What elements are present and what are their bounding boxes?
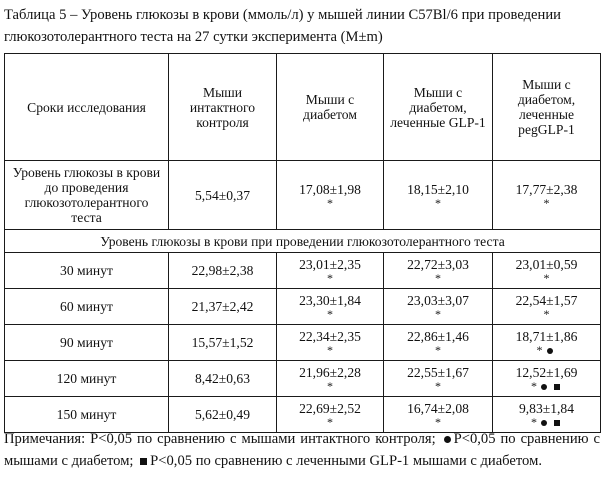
significance-mark: * bbox=[435, 271, 441, 285]
significance-mark: * bbox=[327, 307, 333, 321]
cell-value: 17,77±2,38 bbox=[515, 181, 578, 197]
cell-value: 12,52±1,69 bbox=[515, 365, 578, 380]
cell-value: 17,08±1,98 bbox=[299, 181, 361, 197]
cell-value: 22,72±3,03 bbox=[407, 257, 469, 272]
significance-mark: * bbox=[493, 416, 600, 428]
significance-mark: * bbox=[327, 195, 333, 210]
header-glp1: Мыши с диабетом, леченные GLP-1 bbox=[384, 54, 493, 161]
table-row bbox=[5, 289, 601, 325]
row-label: 30 минут bbox=[5, 253, 169, 289]
significance-mark: * bbox=[493, 380, 600, 392]
table-row bbox=[5, 161, 601, 230]
footnote-part-2: P<0,05 по сравнению с мышами с диабетом; bbox=[4, 431, 600, 469]
significance-mark: * bbox=[327, 415, 333, 429]
header-pegglp1: Мыши с диабетом, леченные pegGLP-1 bbox=[493, 54, 601, 161]
significance-mark: * bbox=[435, 307, 441, 321]
significance-mark: * bbox=[543, 271, 550, 285]
cell-value: 23,01±2,35 bbox=[299, 257, 361, 272]
cell-value: 8,42±0,63 bbox=[194, 371, 251, 386]
row-label: 60 минут bbox=[5, 289, 169, 325]
cell-value: 21,37±2,42 bbox=[191, 299, 254, 314]
significance-mark: * bbox=[327, 343, 333, 357]
table-cell bbox=[169, 161, 277, 230]
significance-mark: * bbox=[435, 195, 441, 210]
cell-value: 22,86±1,46 bbox=[407, 329, 469, 344]
cell-value: 23,03±3,07 bbox=[407, 293, 469, 308]
header-diabetes: Мыши с диабетом bbox=[277, 54, 384, 161]
header-intact-control: Мыши интактного контроля bbox=[169, 54, 277, 161]
table-cell bbox=[277, 289, 384, 325]
cell-value: 23,01±0,59 bbox=[515, 257, 578, 272]
table-row bbox=[5, 325, 601, 361]
significance-mark: * bbox=[435, 343, 441, 357]
table-cell bbox=[384, 161, 493, 230]
table-cell bbox=[384, 253, 493, 289]
filled-square-icon bbox=[554, 420, 560, 426]
table-footnote bbox=[4, 428, 600, 472]
cell-value: 22,54±1,57 bbox=[515, 293, 578, 308]
significance-mark: * bbox=[543, 195, 550, 210]
row-label: 150 минут bbox=[5, 397, 169, 433]
table-cell bbox=[277, 361, 384, 397]
table-cell bbox=[493, 253, 601, 289]
table-cell bbox=[493, 325, 601, 361]
filled-circle-icon bbox=[547, 348, 553, 354]
cell-value: 5,54±0,37 bbox=[194, 187, 251, 203]
cell-value: 16,74±2,08 bbox=[407, 401, 469, 416]
header-period: Сроки исследования bbox=[5, 54, 169, 161]
cell-value: 15,57±1,52 bbox=[191, 335, 254, 350]
table-cell bbox=[277, 253, 384, 289]
table-cell bbox=[169, 253, 277, 289]
table-cell bbox=[493, 289, 601, 325]
cell-value: 22,34±2,35 bbox=[299, 329, 361, 344]
cell-value: 22,69±2,52 bbox=[299, 401, 361, 416]
cell-value: 9,83±1,84 bbox=[518, 401, 575, 416]
significance-mark: * bbox=[327, 379, 333, 393]
table-cell bbox=[277, 161, 384, 230]
cell-value: 18,15±2,10 bbox=[407, 181, 469, 197]
table-row bbox=[5, 361, 601, 397]
table-cell bbox=[493, 161, 601, 230]
footnote-part-1: Примечания: P<0,05 по сравнению с мышами интактного контроля; bbox=[4, 431, 436, 447]
filled-circle-icon bbox=[541, 384, 547, 390]
table-cell bbox=[169, 361, 277, 397]
cell-value: 22,98±2,38 bbox=[191, 263, 254, 278]
table-cell bbox=[384, 289, 493, 325]
filled-square-icon bbox=[554, 384, 560, 390]
cell-value: 22,55±1,67 bbox=[407, 365, 469, 380]
significance-mark: * bbox=[327, 271, 333, 285]
table-cell bbox=[169, 325, 277, 361]
table-caption: Таблица 5 – Уровень глюкозы в крови (ммоль/л) у мышей линии C57Bl/6 при проведении глюкозотолерантного теста на 27 сутки эксперимента (M±m) bbox=[4, 7, 561, 45]
cell-value: 23,30±1,84 bbox=[299, 293, 361, 308]
filled-circle-icon bbox=[444, 436, 451, 443]
cell-value: 18,71±1,86 bbox=[515, 329, 578, 344]
table-cell bbox=[169, 289, 277, 325]
significance-mark: * bbox=[543, 307, 550, 321]
significance-mark: * bbox=[493, 344, 600, 356]
row-label: Уровень глюкозы в крови до проведения глюкозотолерантного теста bbox=[5, 161, 169, 230]
header-row bbox=[5, 54, 601, 161]
table-row bbox=[5, 253, 601, 289]
glucose-table bbox=[4, 53, 601, 433]
row-label: 120 минут bbox=[5, 361, 169, 397]
significance-mark: * bbox=[435, 379, 441, 393]
table-cell bbox=[277, 325, 384, 361]
filled-square-icon bbox=[140, 458, 147, 465]
table-cell bbox=[493, 361, 601, 397]
section-label: Уровень глюкозы в крови при проведении глюкозотолерантного теста bbox=[5, 230, 601, 253]
table-cell bbox=[384, 325, 493, 361]
footnote-part-3: P<0,05 по сравнению с леченными GLP-1 мышами с диабетом. bbox=[150, 453, 542, 469]
section-row bbox=[5, 230, 601, 253]
cell-value: 5,62±0,49 bbox=[194, 407, 251, 422]
table-cell bbox=[384, 361, 493, 397]
cell-value: 21,96±2,28 bbox=[299, 365, 361, 380]
filled-circle-icon bbox=[541, 420, 547, 426]
significance-mark: * bbox=[435, 415, 441, 429]
row-label: 90 минут bbox=[5, 325, 169, 361]
